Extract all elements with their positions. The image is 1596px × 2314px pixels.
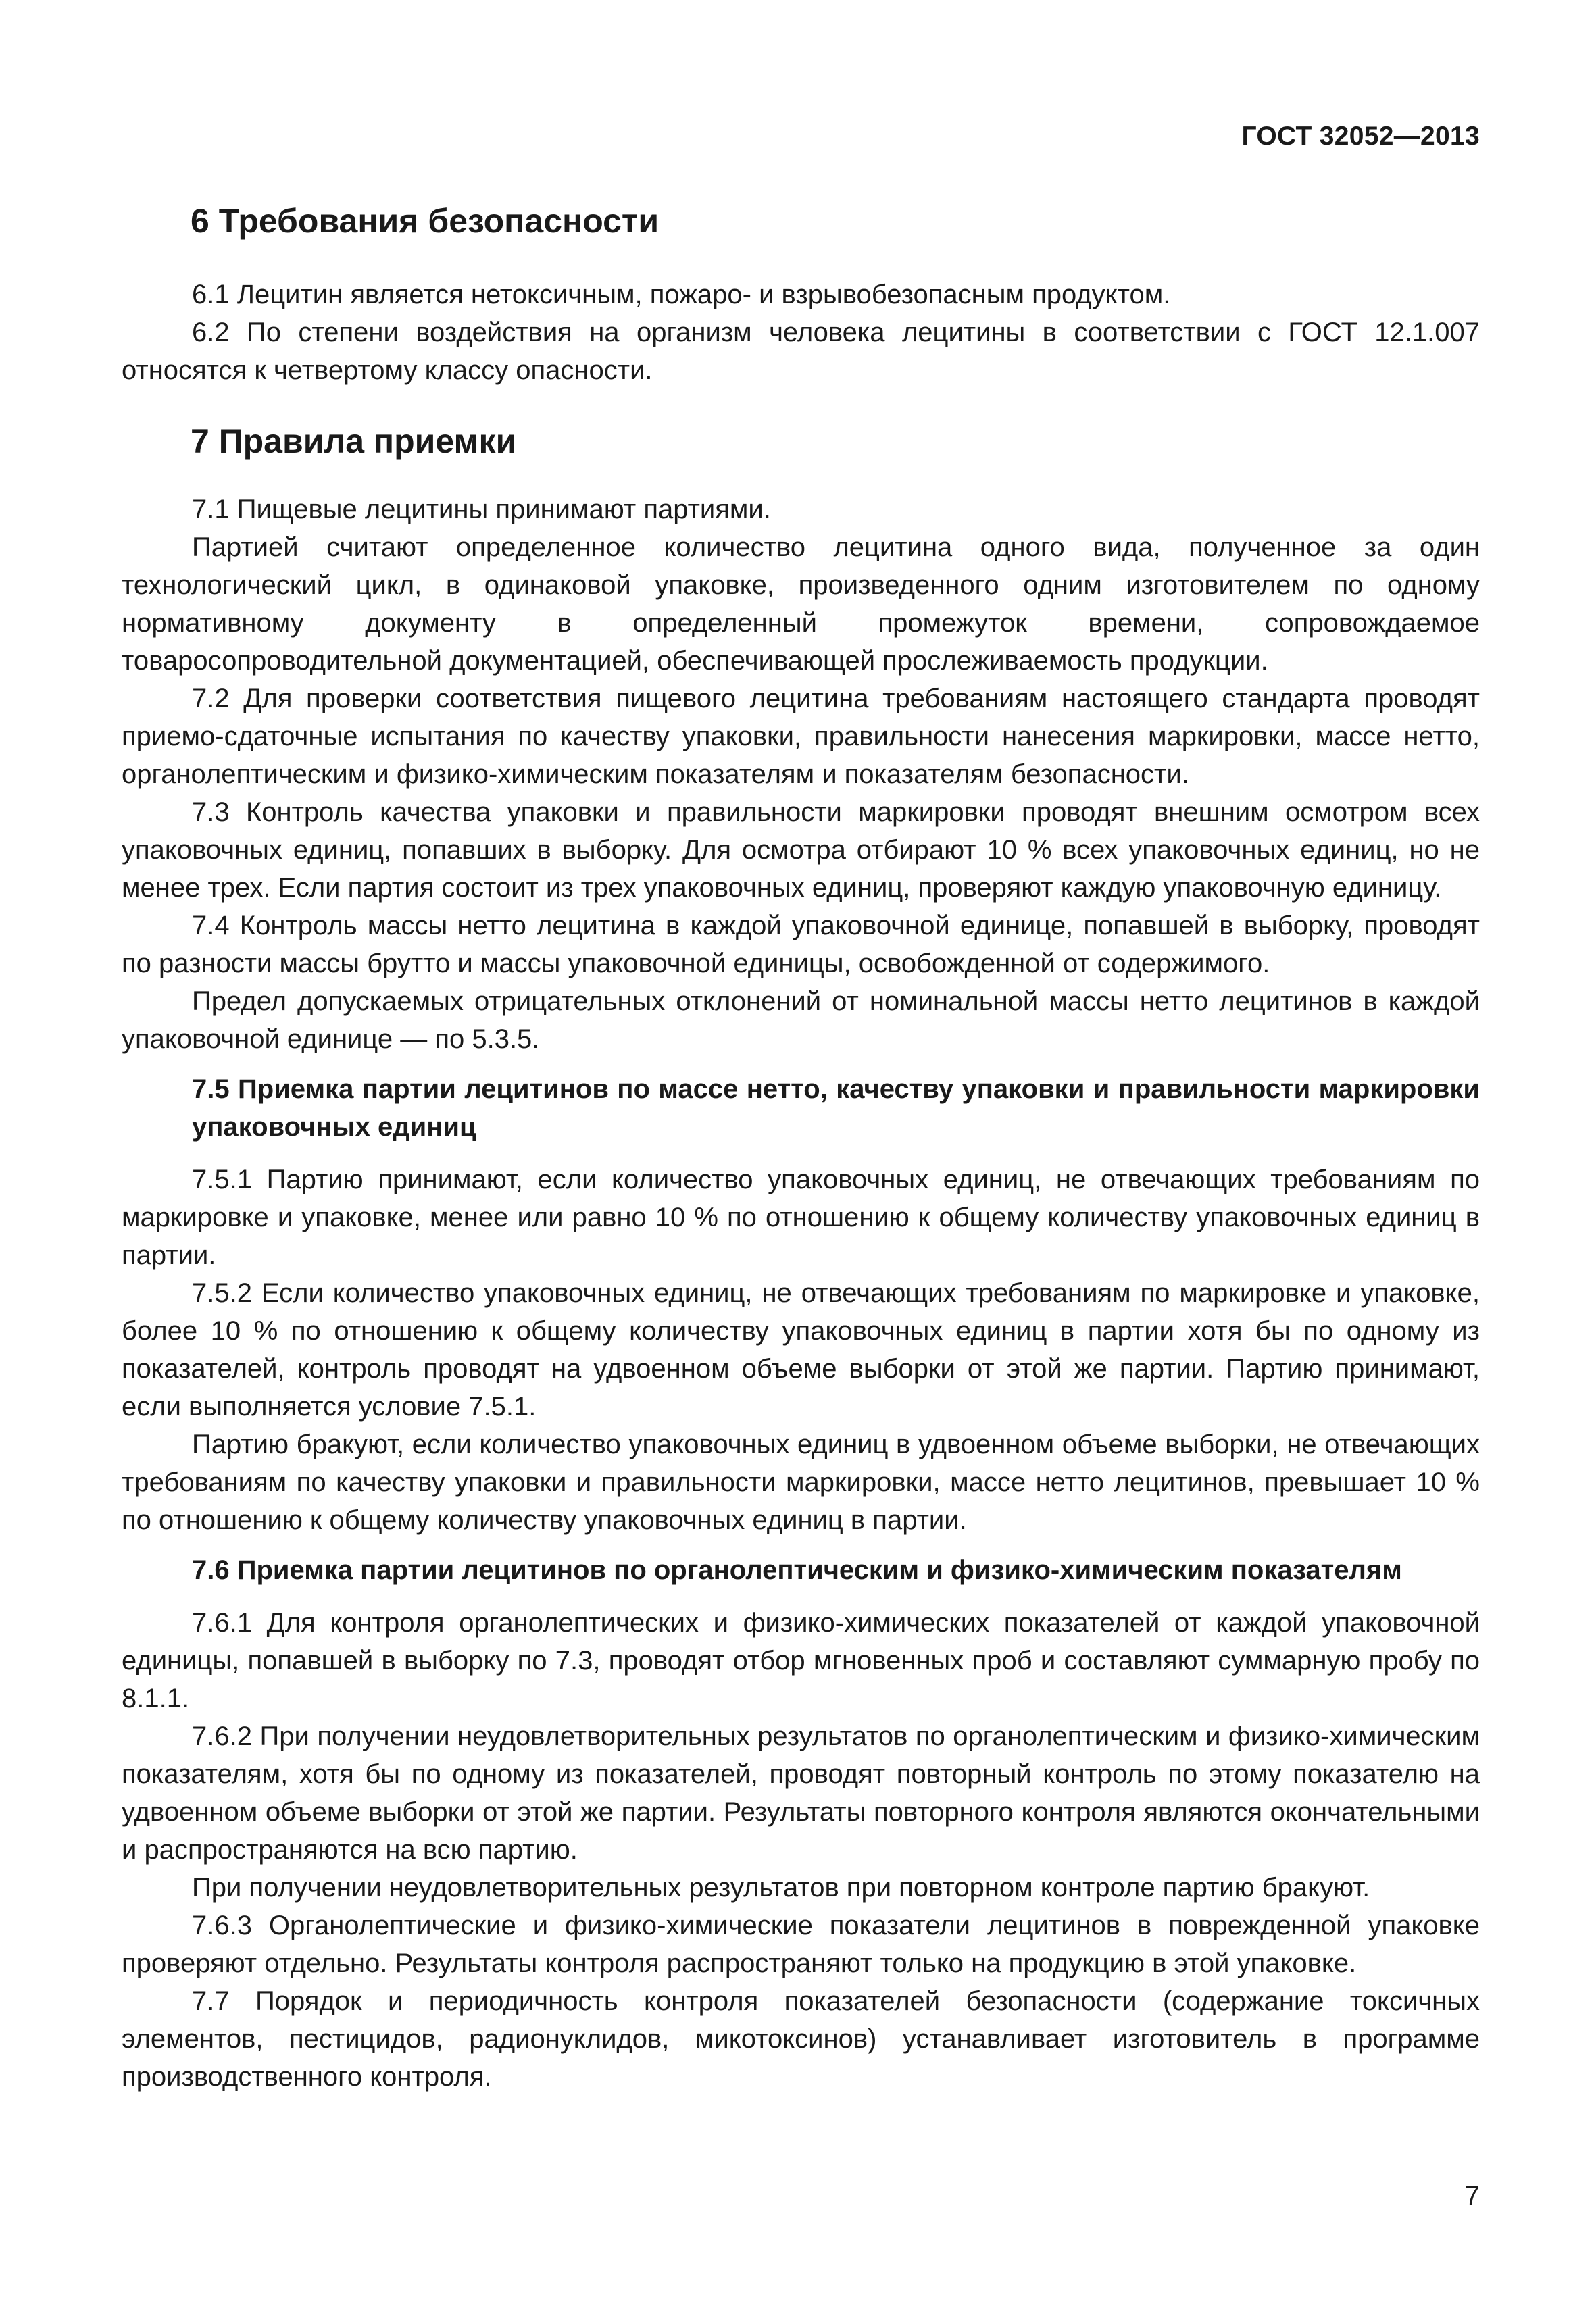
paragraph-7-5-reject: Партию бракуют, если количество упаковочных единиц в удвоенном объеме выборки, не отвечающих требованиям по качеству упаковки и правильности маркировки, массе нетто лецитинов, превышает 10 % по отношению к общему количеству упаковочных единиц в партии. (122, 1430, 1480, 1535)
paragraph-7-5-2: 7.5.2 Если количество упаковочных единиц, не отвечающих требованиям по маркировке и упаковке, более 10 % по отношению к общему количеству упаковочных единиц в партии хотя бы по одному из показателей, контроль проводят на удвоенном объеме выборки от этой же партии. Партию принимают, если выполняется условие 7.5.1. (122, 1278, 1480, 1422)
paragraph-7-4: 7.4 Контроль массы нетто лецитина в каждой упаковочной единице, попавшей в выборку, проводят по разности массы брутто и массы упаковочной единицы, освобожденной от содержимого. (122, 911, 1480, 978)
paragraph-6-1: 6.1 Лецитин является нетоксичным, пожаро- и взрывобезопасным продуктом. (192, 280, 1171, 309)
paragraph-7-4-tolerance: Предел допускаемых отрицательных отклонений от номинальной массы нетто лецитинов в каждой упаковочной единице — по 5.3.5. (122, 986, 1480, 1054)
section-7-6-heading: 7.6 Приемка партии лецитинов по органолептическим и физико-химическим показателям (192, 1555, 1402, 1585)
paragraph-7-1: 7.1 Пищевые лецитины принимают партиями. (192, 495, 771, 524)
paragraph-7-6-1: 7.6.1 Для контроля органолептических и физико-химических показателей от каждой упаковочной единицы, попавшей в выборку по 7.3, проводят отбор мгновенных проб и составляют суммарную пробу по 8.1.1. (122, 1608, 1480, 1713)
paragraph-7-6-2: 7.6.2 При получении неудовлетворительных результатов по органолептическим и физико-химическим показателям, хотя бы по одному из показателей, проводят повторный контроль по этому показателю на удвоенном объеме выборки от этой же партии. Результаты повторного контроля являются окончательными и распространяются на всю партию. (122, 1721, 1480, 1865)
section-7-heading: 7 Правила приемки (191, 422, 517, 460)
paragraph-7-2: 7.2 Для проверки соответствия пищевого лецитина требованиям настоящего стандарта проводят приемо-сдаточные испытания по качеству упаковки, правильности нанесения маркировки, массе нетто, органолептическим и физико-химическим показателям и показателям безопасности. (122, 684, 1480, 789)
paragraph-7-1-lot-definition: Партией считают определенное количество лецитина одного вида, полученное за один технологический цикл, в одинаковой упаковке, произведенного одним изготовителем по одному нормативному документу в определенный промежуток времени, сопровождаемое товаросопроводительной документацией, обеспечивающей прослеживаемость продукции. (122, 532, 1480, 676)
paragraph-7-5-1: 7.5.1 Партию принимают, если количество упаковочных единиц, не отвечающих требованиям по маркировке и упаковке, менее или равно 10 % по отношению к общему количеству упаковочных единиц в партии. (122, 1165, 1480, 1270)
paragraph-7-3: 7.3 Контроль качества упаковки и правильности маркировки проводят внешним осмотром всех упаковочных единиц, попавших в выборку. Для осмотра отбирают 10 % всех упаковочных единиц, но не менее трех. Если партия состоит из трех упаковочных единиц, проверяют каждую упаковочную единицу. (122, 797, 1480, 903)
section-6-heading: 6 Требования безопасности (191, 202, 659, 240)
paragraph-6-2: 6.2 По степени воздействия на организм человека лецитины в соответствии с ГОСТ 12.1.007 относятся к четвертому классу опасности. (122, 318, 1480, 385)
paragraph-7-6-3: 7.6.3 Органолептические и физико-химические показатели лецитинов в поврежденной упаковке проверяют отдельно. Результаты контроля распространяют только на продукцию в этой упаковке. (122, 1911, 1480, 1978)
section-7-5-heading: 7.5 Приемка партии лецитинов по массе нетто, качеству упаковки и правильности маркировки упаковочных единиц (192, 1074, 1480, 1142)
paragraph-7-7: 7.7 Порядок и периодичность контроля показателей безопасности (содержание токсичных элементов, пестицидов, радионуклидов, микотоксинов) устанавливает изготовитель в программе производственного контроля. (122, 1986, 1480, 2092)
document-body (122, 196, 1480, 2096)
document-code: ГОСТ 32052—2013 (1241, 122, 1480, 151)
page-number: 7 (1464, 2181, 1480, 2211)
paragraph-7-6-2-reject: При получении неудовлетворительных результатов при повторном контроле партию бракуют. (192, 1873, 1370, 1903)
